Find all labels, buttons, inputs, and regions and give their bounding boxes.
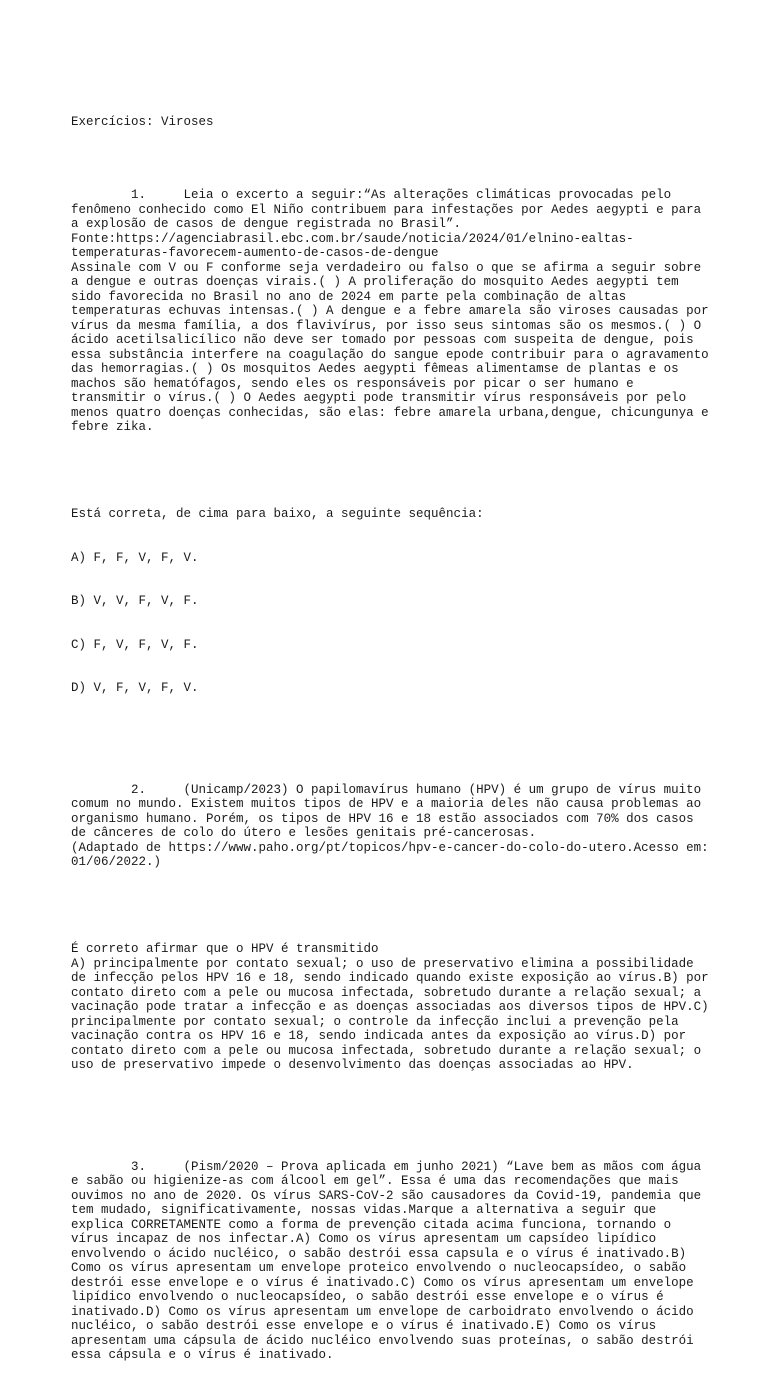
question-1-option-d: D) V, F, V, F, V. [71,681,199,695]
question-3-text: 3. (Pism/2020 – Prova aplicada em junho 2021) “Lave bem as mãos com água e sabão ou higienize-as com álcool em gel”. Essa é uma das recomendações que mais ouvimos no ano de 2020. Os vírus SARS-CoV-2 são causadores da Covid-19, pandemia que tem mudado, significativamente, nossas vidas.Marque a alternativa a seguir que explica CORRETAMENTE como a forma de prevenção citada acima funciona, tornando o vírus incapaz de nos infectar.A) Como os vírus apresentam um capsídeo lipídico envolvendo o ácido nucléico, o sabão destrói essa capsula e o vírus é inativado.B) Como os vírus apresentam um envelope proteico envolvendo o nucleocapsídeo, o sabão destrói esse envelope e o vírus é inativado.C) Como os vírus apresentam um envelope lipídico envolvendo o nucleocapsídeo, o sabão destrói esse envelope e o vírus é inativado.D) Como os vírus apresentam um envelope de carboidrato envolvendo o ácido nucléico, o sabão destrói esse envelope e o vírus é inativado.E) Como os vírus apresentam uma cápsula de ácido nucléico envolvendo suas proteínas, o sabão destrói essa cápsula e o vírus é inativado. [71,1159,709,1362]
spacer [71,725,711,740]
question-1-text: 1. Leia o excerto a seguir:“As alterações climáticas provocadas pelo fenômeno conhecido como El Niño contribuem para infestações por Aedes aegypti e para a explosão de casos de dengue registrada no Brasil”. Fonte:https://agenciabrasil.ebc.com.br/saude/noticia/2024/01/elnino-ealtas-temperaturas-favorecem-aumento-de-casos-de-dengue Assinale com V ou F conforme seja verdadeiro ou falso o que se afirma a seguir sobre a dengue e outras doenças virais.( ) A proliferação do mosquito Aedes aegypti tem sido favorecida no Brasil no ano de 2024 em parte pela combinação de altas temperaturas echuvas intensas.( ) A dengue e a febre amarela são viroses causadas por vírus da mesma família, a dos flavivírus, por isso seus sintomas são os mesmos.( ) O ácido acetilsalicílico não deve ser tomado por pessoas com suspeita de dengue, pois essa substância interfere na coagulação do sangue epode contribuir para o agravamento das hemorragias.( ) Os mosquitos Aedes aegypti fêmeas alimentamse de plantas e os machos são hematófagos, sendo eles os responsáveis por picar o ser humano e transmitir o vírus.( ) O Aedes aegypti pode transmitir vírus responsáveis por pelo menos quatro doenças conhecidas, são elas: febre amarela urbana,dengue, chicungunya e febre zika. [71,188,709,434]
question-1-prompt: Está correta, de cima para baixo, a seguinte sequência: [71,507,484,521]
spacer [71,464,711,479]
question-2-body: É correto afirmar que o HPV é transmitido A) principalmente por contato sexual; o uso de preservativo elimina a possibilidade de infecção pelos HPV 16 e 18, sendo indicado quando existe exposição ao vírus.B) por contato direto com a pele ou mucosa infectada, sobretudo durante a relação sexual; a vacinação pode tratar a infecção e as doenças associadas aos diversos tipos de HPV.C) principalmente por contato sexual; o controle da infecção inclui a prevenção pela vacinação contra os HPV 16 e 18, sendo indicada antes da exposição ao vírus.D) por contato direto com a pele ou mucosa infectada, sobretudo durante a relação sexual; o uso de preservativo impede o desenvolvimento das doenças associadas ao HPV. [71,942,709,1072]
document-title: Exercícios: Viroses [71,115,214,129]
document-page [71,86,711,1377]
question-1-option-c: C) F, V, F, V, F. [71,637,199,652]
question-1-option-a: A) F, F, V, F, V. [71,550,199,565]
question-1-option-b: B) V, V, F, V, F. [71,594,199,608]
spacer [71,1102,711,1117]
spacer [71,899,711,914]
question-2-text: 2. (Unicamp/2023) O papilomavírus humano (HPV) é um grupo de vírus muito comum no mundo. Existem muitos tipos de HPV e a maioria deles não causa problemas ao organismo humano. Porém, os tipos de HPV 16 e 18 estão associados com 70% dos casos de cânceres de colo do útero e lesões genitais pré-cancerosas. (Adaptado de https://www.paho.org/pt/topicos/hpv-e-cancer-do-colo-do-utero.Acesso em: 01/06/2022.) [71,782,709,869]
